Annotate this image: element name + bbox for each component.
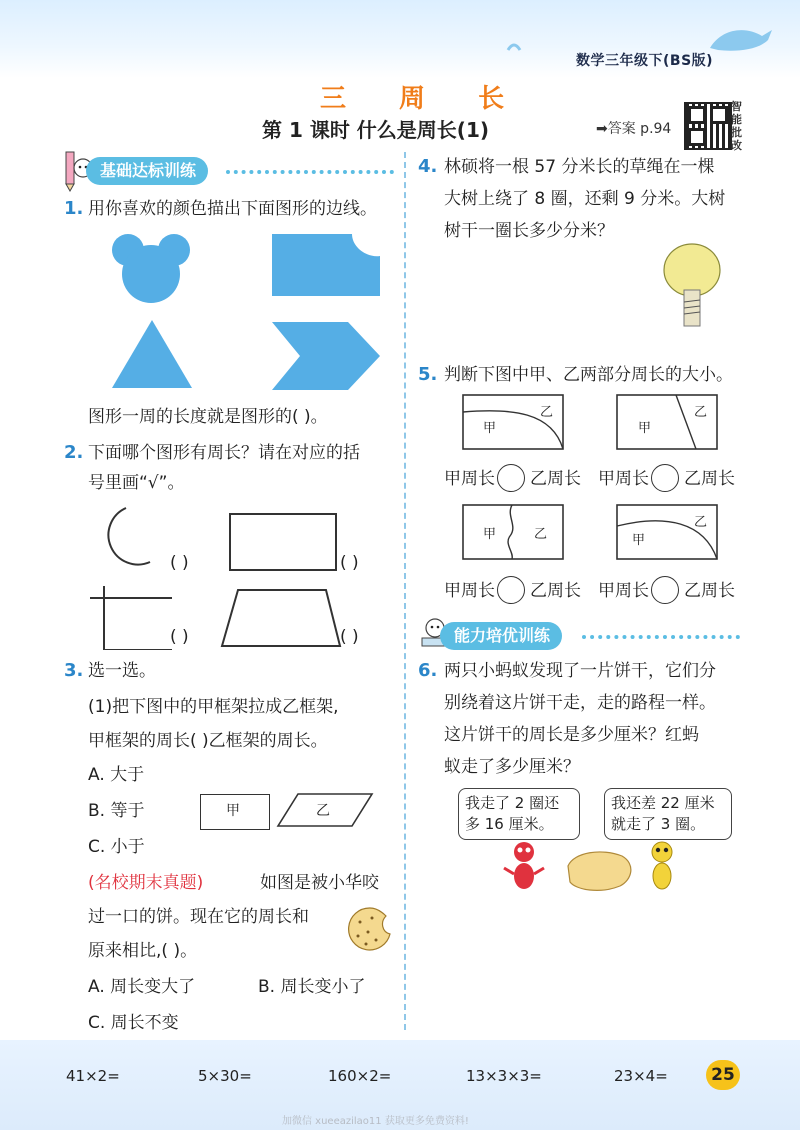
question-text: 这片饼干的周长是多少厘米？红蚂 bbox=[444, 725, 699, 745]
bubble-line: 我走了 2 圈还 bbox=[465, 794, 560, 812]
compare-circle[interactable] bbox=[651, 464, 679, 492]
section-banner-advanced: 能力培优训练 bbox=[440, 622, 562, 650]
column-divider bbox=[404, 152, 406, 1030]
q5-figure-2 bbox=[616, 394, 726, 452]
question-text: 林硕将一根 57 分米长的草绳在一棵 bbox=[444, 157, 715, 177]
label-yi: 乙 bbox=[540, 405, 554, 420]
bubble-line: 多 16 厘米。 bbox=[465, 815, 554, 833]
page-number: 25 bbox=[706, 1060, 740, 1090]
qr-finder-icon bbox=[710, 106, 728, 124]
open-lines-figure bbox=[90, 586, 172, 650]
question-text[interactable]: 甲框架的周长( )乙框架的周长。 bbox=[88, 731, 328, 751]
yellow-ant-icon bbox=[652, 842, 672, 889]
compare-left: 甲周长 bbox=[444, 581, 495, 601]
option-c[interactable]: C. 周长不变 bbox=[88, 1013, 179, 1033]
question-text: 选一选。 bbox=[88, 661, 156, 681]
lesson-title: 第 1 课时 什么是周长(1) bbox=[262, 118, 490, 142]
section-dots bbox=[226, 170, 394, 174]
q1-fill-blank[interactable]: 图形一周的长度就是图形的( )。 bbox=[88, 407, 328, 427]
compare-right: 乙周长 bbox=[530, 469, 581, 489]
compare-left: 甲周长 bbox=[598, 581, 649, 601]
arc-figure bbox=[108, 508, 150, 565]
question-text: 过一口的饼。现在它的周长和 bbox=[88, 907, 309, 927]
mouse-head-shape bbox=[112, 234, 190, 303]
compare-right: 乙周长 bbox=[684, 581, 735, 601]
label-yi: 乙 bbox=[534, 527, 548, 542]
ants-and-cookie bbox=[502, 838, 682, 898]
q5-figure-3 bbox=[462, 504, 572, 562]
compare-left: 甲周长 bbox=[598, 469, 649, 489]
compare-circle[interactable] bbox=[497, 464, 525, 492]
label-jia: 甲 bbox=[483, 527, 497, 542]
question-text: 树干一圈长多少分米？ bbox=[444, 221, 614, 241]
question-text: 如图是被小华咬 bbox=[260, 873, 379, 893]
compare-right: 乙周长 bbox=[684, 469, 735, 489]
question-number: 6. bbox=[418, 660, 438, 681]
rectangle-figure bbox=[230, 514, 336, 570]
mental-math-2[interactable]: 5×30= bbox=[198, 1067, 252, 1085]
bubble-line: 我还差 22 厘米 bbox=[611, 794, 715, 812]
q5-figure-1 bbox=[462, 394, 572, 452]
frame-label-jia: 甲 bbox=[226, 803, 240, 819]
option-a[interactable]: A. 大于 bbox=[88, 765, 145, 785]
section-banner-basic: 基础达标训练 bbox=[86, 157, 208, 185]
question-text: 判断下图中甲、乙两部分周长的大小。 bbox=[444, 365, 733, 385]
tree-icon bbox=[660, 240, 724, 332]
qr-finder-icon bbox=[688, 106, 706, 124]
question-number: 3. bbox=[64, 660, 84, 681]
question-text: 号里画“√”。 bbox=[88, 473, 185, 493]
label-yi: 乙 bbox=[694, 405, 708, 420]
section-dots bbox=[582, 635, 740, 639]
notched-rectangle-shape bbox=[272, 234, 380, 296]
question-text[interactable]: 原来相比,( )。 bbox=[88, 941, 198, 961]
compare-circle[interactable] bbox=[497, 576, 525, 604]
label-jia: 甲 bbox=[638, 421, 652, 436]
grade-label: 数学三年级下(BS版) bbox=[576, 53, 714, 69]
chevron-shape bbox=[272, 322, 380, 390]
question-text: 两只小蚂蚁发现了一片饼干，它们分 bbox=[444, 661, 716, 681]
question-text: 用你喜欢的颜色描出下面图形的边线。 bbox=[88, 199, 377, 219]
compare-left: 甲周长 bbox=[444, 469, 495, 489]
option-b[interactable]: B. 等于 bbox=[88, 801, 145, 821]
option-c[interactable]: C. 小于 bbox=[88, 837, 145, 857]
label-yi: 乙 bbox=[694, 515, 708, 530]
answer-reference[interactable]: ➡答案 p.94 bbox=[596, 121, 672, 137]
compare-right: 乙周长 bbox=[530, 581, 581, 601]
question-text: (1)把下图中的甲框架拉成乙框架, bbox=[88, 697, 339, 717]
question-number: 2. bbox=[64, 442, 84, 463]
question-text: 别绕着这片饼干走，走的路程一样。 bbox=[444, 693, 716, 713]
triangle-shape bbox=[112, 320, 192, 388]
mental-math-3[interactable]: 160×2= bbox=[328, 1067, 392, 1085]
q1-shapes bbox=[100, 228, 400, 398]
qr-finder-icon bbox=[688, 128, 706, 146]
mental-math-5[interactable]: 23×4= bbox=[614, 1067, 668, 1085]
compare-circle[interactable] bbox=[651, 576, 679, 604]
question-number: 5. bbox=[418, 364, 438, 385]
watermark: 加微信 xueeazilao11 获取更多免费资料! bbox=[282, 1116, 469, 1127]
q2-answer-paren[interactable]: ( ) bbox=[340, 553, 359, 573]
question-number: 4. bbox=[418, 156, 438, 177]
chapter-title: 三 周 长 bbox=[320, 84, 527, 114]
bubble-line: 就走了 3 圈。 bbox=[611, 815, 706, 833]
question-text: 下面哪个图形有周长？请在对应的括 bbox=[88, 443, 360, 463]
qr-note: 智能批改 bbox=[731, 100, 742, 152]
q2-answer-paren[interactable]: ( ) bbox=[340, 627, 359, 647]
mental-math-1[interactable]: 41×2= bbox=[66, 1067, 120, 1085]
speech-bubble-red-ant bbox=[458, 788, 580, 840]
question-number: 1. bbox=[64, 198, 84, 219]
option-a[interactable]: A. 周长变大了 bbox=[88, 977, 196, 997]
cookie-icon bbox=[568, 852, 631, 890]
trapezoid-figure bbox=[222, 590, 340, 646]
option-b[interactable]: B. 周长变小了 bbox=[258, 977, 366, 997]
q2-answer-paren[interactable]: ( ) bbox=[170, 553, 189, 573]
label-jia: 甲 bbox=[483, 421, 497, 436]
speech-bubble-yellow-ant bbox=[604, 788, 732, 840]
q2-answer-paren[interactable]: ( ) bbox=[170, 627, 189, 647]
exam-tag: (名校期末真题) bbox=[88, 873, 204, 893]
label-jia: 甲 bbox=[632, 533, 646, 548]
question-text: 蚁走了多少厘米？ bbox=[444, 757, 580, 777]
question-text: 大树上绕了 8 圈，还剩 9 分米。大树 bbox=[444, 189, 726, 209]
frame-label-yi: 乙 bbox=[316, 803, 330, 819]
bitten-cookie-icon bbox=[346, 906, 394, 952]
mental-math-4[interactable]: 13×3×3= bbox=[466, 1067, 542, 1085]
red-ant-icon bbox=[504, 842, 544, 889]
